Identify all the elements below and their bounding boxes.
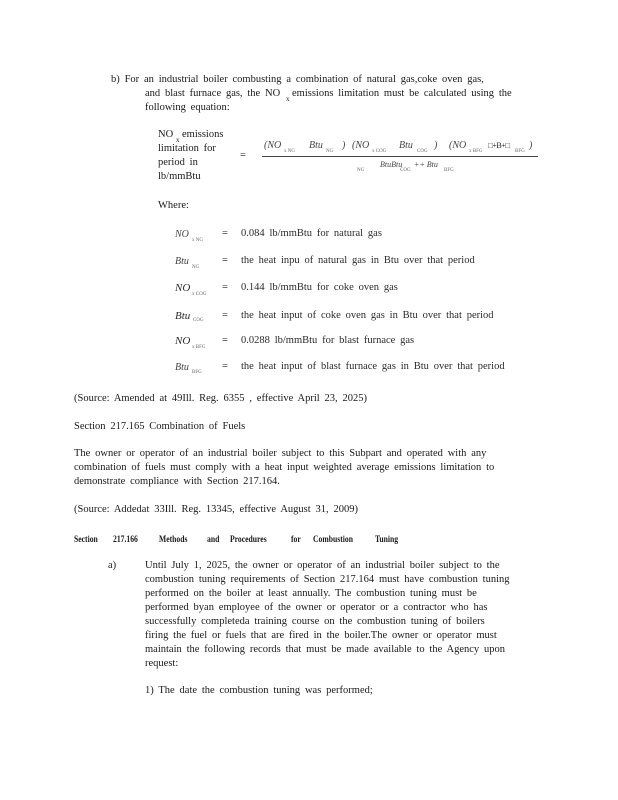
item-a-1: 1) The date the combustion tuning was performed; (145, 685, 373, 696)
section-217-166-label: Section (74, 534, 98, 544)
eq-lhs-units: lb/mmBtu (158, 171, 201, 182)
var-nox-cog-symbol: NO (175, 282, 191, 294)
section-217-166-word-combustion: Combustion (313, 534, 353, 544)
para-b-nox-subscript: x (286, 95, 290, 103)
section-217-166-word-tuning: Tuning (375, 534, 399, 544)
var-nox-bfg-symbol: NO (175, 335, 191, 347)
eq-lhs-subscript: x (176, 136, 180, 144)
eq-num-t1-close: ) (342, 140, 346, 151)
item-a-label: a) (108, 560, 117, 571)
section-217-166-word-methods: Methods (159, 534, 188, 544)
eq-den-plus-btu: ++ Btu (414, 160, 438, 169)
section-217-166-word-and: and (207, 534, 220, 544)
eq-num-t2-no: (NO (352, 140, 370, 151)
item-a-line-2: combustion tuning requirements of Section 217.164 must have combustion tuning (145, 574, 510, 585)
eq-num-t1-btu: Btu (309, 140, 323, 151)
var-btu-ng-eq: = (222, 255, 228, 266)
eq-lhs-limitation: limitation for (158, 143, 216, 154)
eq-num-t3-btu-sub: BFG (515, 149, 525, 154)
item-a-line-7: maintain the following records that must be made available to the Agency upon (145, 644, 505, 655)
var-nox-bfg-desc: 0.0288 lb/mmBtu for blast furnace gas (241, 335, 415, 346)
var-btu-cog-desc: the heat input of coke oven gas in Btu over that period (241, 310, 494, 321)
section-217-165-line-3: demonstrate compliance with Section 217.164. (74, 476, 280, 487)
item-a-line-6: firing the fuel or fuels that are fired in the boiler.The owner or operator must (145, 630, 497, 641)
para-b-line-2a: and blast furnace gas, the NO (145, 88, 281, 99)
eq-num-t1-no: (NO (264, 140, 282, 151)
var-btu-bfg-sub: BFG (192, 370, 202, 375)
eq-den-cog-sub: COG (400, 168, 411, 173)
eq-num-t2-no-sub: x COG (372, 149, 387, 154)
eq-num-t2-btu: Btu (399, 140, 413, 151)
var-nox-cog-eq: = (222, 282, 228, 293)
para-b-line-2b: emissions limitation must be calculated using the (292, 88, 512, 99)
var-btu-ng-symbol: Btu (175, 256, 189, 267)
var-btu-ng-sub: NG (192, 265, 200, 270)
var-nox-cog-sub: x COG (192, 292, 207, 297)
var-btu-cog-symbol: Btu (175, 310, 191, 322)
item-a-line-3: performed on the boiler at least annually. The combustion tuning must be (145, 588, 477, 599)
var-btu-ng-desc: the heat inpu of natural gas in Btu over that period (241, 255, 475, 266)
eq-lhs-emissions: emissions (182, 129, 224, 140)
var-nox-bfg-eq: = (222, 335, 228, 346)
para-b-line-3: following equation: (145, 102, 230, 113)
section-217-165-heading: Section 217.165 Combination of Fuels (74, 421, 246, 432)
eq-num-t1-btu-sub: NG (326, 149, 334, 154)
var-nox-ng-eq: = (222, 228, 228, 239)
eq-num-t3-close: ) (529, 140, 533, 151)
fraction-bar (262, 156, 538, 157)
section-217-165-line-2: combination of fuels must comply with a heat input weighted average emissions limitation to (74, 462, 495, 473)
eq-num-t2-close: ) (434, 140, 438, 151)
section-217-166-number: 217.166 (113, 534, 138, 544)
item-a-line-8: request: (145, 658, 179, 669)
para-b-line-1: b) For an industrial boiler combusting a combination of natural gas,coke oven gas, (111, 74, 484, 85)
var-nox-cog-desc: 0.144 lb/mmBtu for coke oven gas (241, 282, 398, 293)
item-a-line-4: performed byan employee of the owner or operator or a contractor who has (145, 602, 488, 613)
eq-num-t3-symbol: □+B+□ (488, 141, 510, 150)
eq-num-t3-no: (NO (449, 140, 467, 151)
item-a-line-5: successfully completeda training course on the combustion tuning of boilers (145, 616, 485, 627)
eq-den-btu-btu: BtuBtu (380, 160, 403, 169)
var-btu-cog-eq: = (222, 310, 228, 321)
eq-num-t1-no-sub: x NG (284, 149, 295, 154)
source-note-1: (Source: Amended at 49Ill. Reg. 6355 , effective April 23, 2025) (74, 393, 367, 404)
eq-den-ng-sub: NG (357, 168, 365, 173)
eq-lhs-nox: NO (158, 129, 174, 140)
section-217-166-word-for: for (291, 534, 301, 544)
var-btu-cog-sub: COG (193, 318, 204, 323)
var-nox-bfg-sub: x BFG (192, 345, 206, 350)
section-217-165-line-1: The owner or operator of an industrial boiler subject to this Subpart and operated with any (74, 448, 487, 459)
var-btu-bfg-eq: = (222, 361, 228, 372)
section-217-166-word-procedures: Procedures (230, 534, 267, 544)
var-nox-ng-symbol: NO (175, 229, 189, 240)
source-note-2: (Source: Addedat 33Ill. Reg. 13345, effective August 31, 2009) (74, 504, 358, 515)
eq-num-t2-btu-sub: COG (417, 149, 428, 154)
where-label: Where: (158, 200, 189, 211)
eq-num-t3-no-sub: x BFG (469, 149, 483, 154)
eq-den-bfg-sub: BFG (444, 168, 454, 173)
var-btu-bfg-desc: the heat input of blast furnace gas in Btu over that period (241, 361, 505, 372)
var-nox-ng-sub: x NG (192, 238, 203, 243)
eq-lhs-period: period in (158, 157, 198, 168)
var-nox-ng-desc: 0.084 lb/mmBtu for natural gas (241, 228, 382, 239)
eq-equals: = (240, 150, 246, 161)
item-a-line-1: Until July 1, 2025, the owner or operator of an industrial boiler subject to the (145, 560, 500, 571)
var-btu-bfg-symbol: Btu (175, 362, 189, 373)
